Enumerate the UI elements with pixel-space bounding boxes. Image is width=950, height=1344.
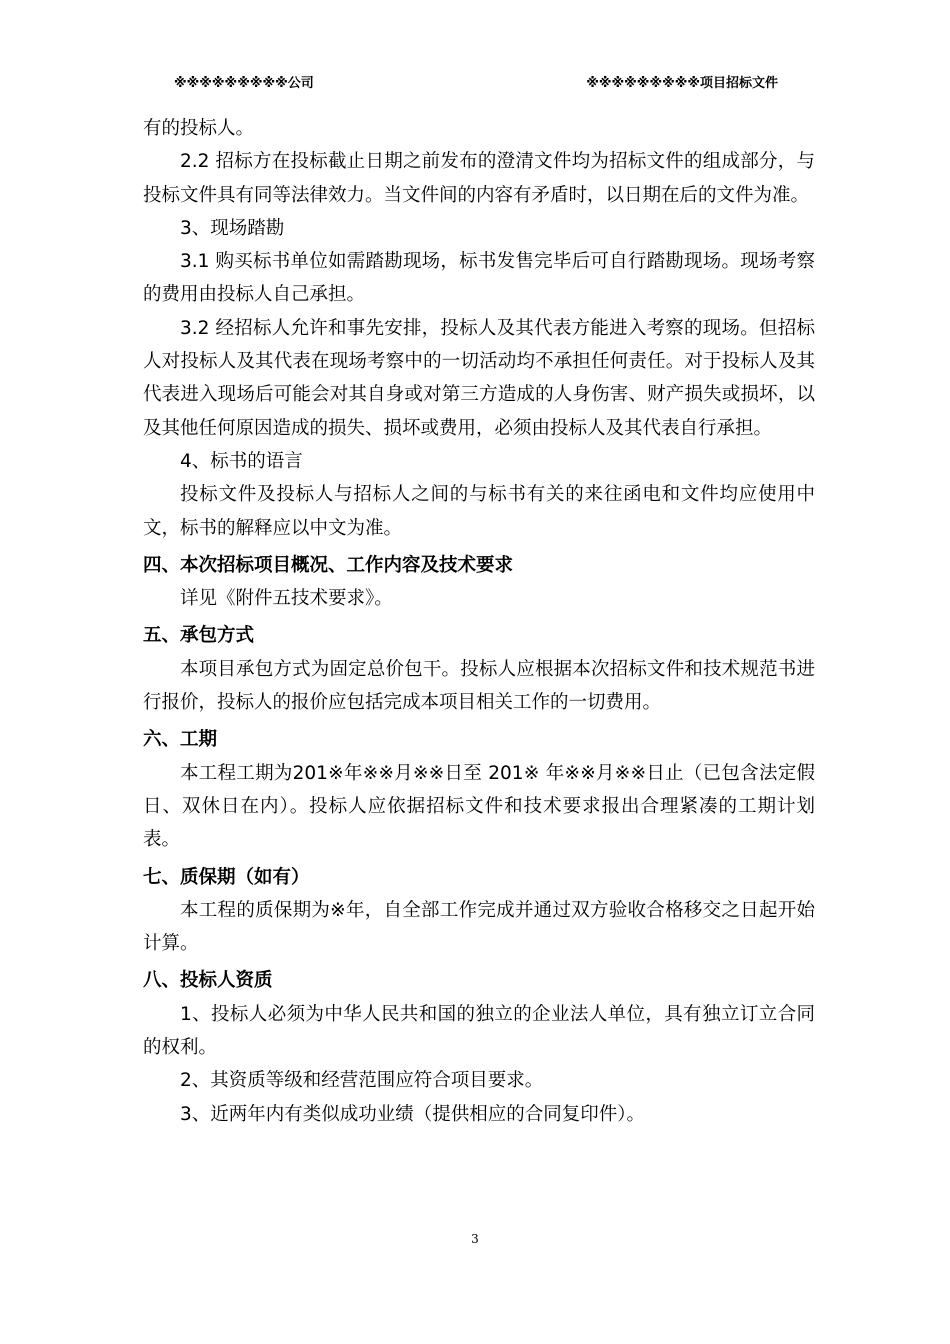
header-doc-title: ※※※※※※※※※项目招标文件 [586,76,778,91]
paragraph: 2、其资质等级和经营范围应符合项目要求。 [180,1070,544,1092]
paragraph: 1、投标人必须为中华人民共和国的独立的企业法人单位，具有独立订立合同的权利。 [143,1003,815,1059]
paragraph: 本工程工期为201※年※※月※※日至 201※ 年※※月※※日止（已包含法定假日、双休日在内）。投标人应依据招标文件和技术要求报出合理紧凑的工期计划表。 [143,762,815,851]
section-heading: 四、本次招标项目概况、工作内容及技术要求 [143,554,514,576]
section-heading: 六、工期 [143,729,218,751]
section-heading: 七、质保期（如有） [143,866,310,888]
paragraph: 本工程的质保期为※年，自全部工作完成并通过双方验收合格移交之日起开始计算。 [143,899,815,955]
subsection-heading: 3、现场踏勘 [180,217,285,239]
paragraph: 投标文件及投标人与招标人之间的与标书有关的来往函电和文件均应使用中文，标书的解释应以中文为准。 [143,484,815,539]
paragraph: 3.2 经招标人允许和事先安排，投标人及其代表方能进入考察的现场。但招标人对投标人及其代表在现场考察中的一切活动均不承担任何责任。对于投标人及其代表进入现场后可能会对其自身或对第三方造成的人身伤害、财产损失或损坏，以及其他任何原因造成的损失、损坏或费用，必须由投标人及其代表自行承担。 [143,317,815,439]
section-heading: 五、承包方式 [143,625,255,647]
paragraph: 3、近两年内有类似成功业绩（提供相应的合同复印件）。 [180,1103,646,1125]
section-heading: 八、投标人资质 [143,970,273,992]
paragraph: 3.1 购买标书单位如需踏勘现场，标书发售完毕后可自行踏勘现场。现场考察的费用由投标人自己承担。 [143,251,815,306]
paragraph: 2.2 招标方在投标截止日期之前发布的澄清文件均为招标文件的组成部分，与投标文件具有同等法律效力。当文件间的内容有矛盾时，以日期在后的文件为准。 [143,151,815,206]
page-number: 3 [471,1232,479,1246]
paragraph: 本项目承包方式为固定总价包干。投标人应根据本次招标文件和技术规范书进行报价，投标人的报价应包括完成本项目相关工作的一切费用。 [143,658,815,714]
subsection-heading: 4、标书的语言 [180,450,303,472]
header-company: ※※※※※※※※※公司 [174,76,314,91]
page-header [174,72,778,92]
paragraph: 有的投标人。 [143,118,255,139]
paragraph: 详见《附件五技术要求》。 [180,588,393,610]
document-body [143,112,815,1131]
